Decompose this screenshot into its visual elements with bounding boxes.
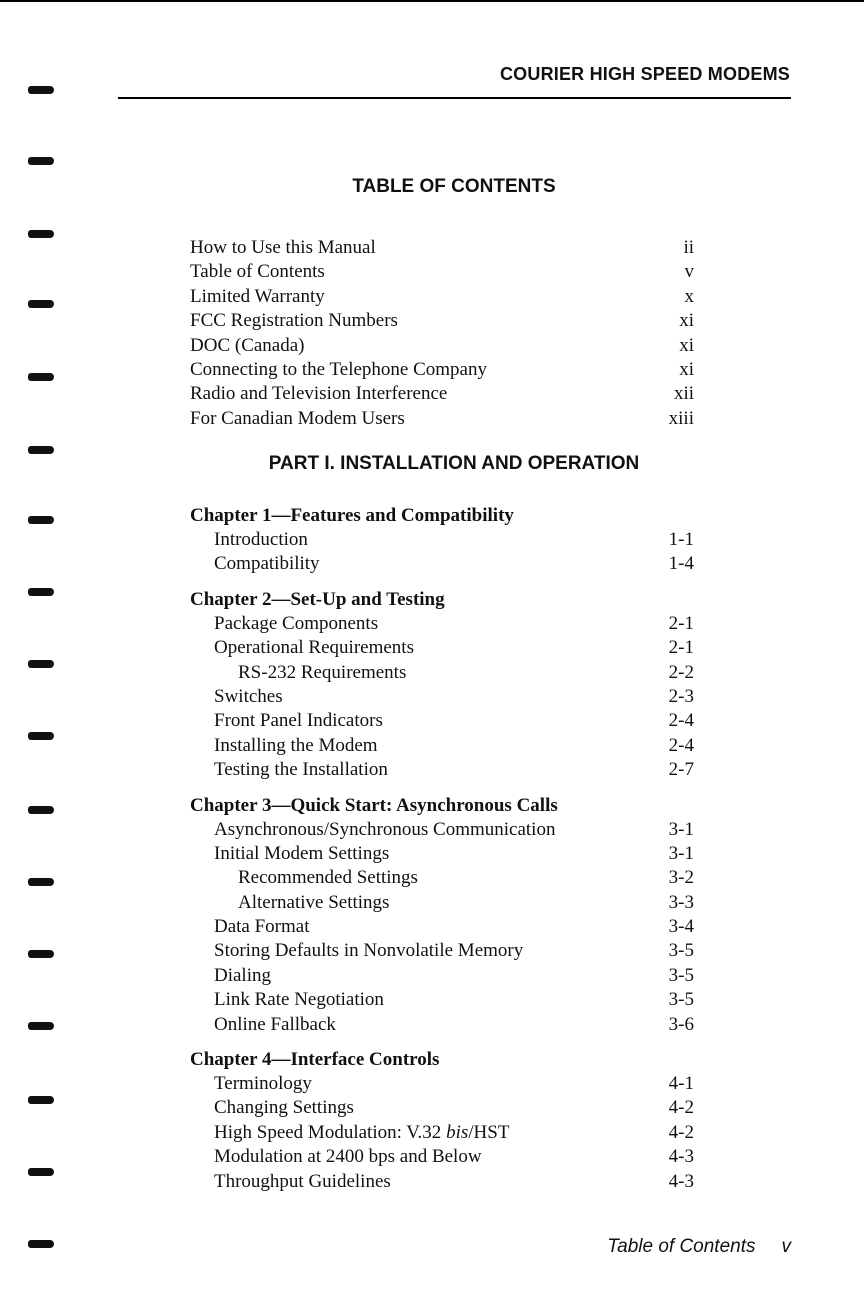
toc-entry-label: Link Rate Negotiation: [214, 989, 384, 1011]
toc-entry-label: Changing Settings: [214, 1097, 354, 1119]
toc-entry-page: 1-1: [668, 529, 694, 550]
toc-entry-label: For Canadian Modem Users: [190, 407, 405, 429]
top-border-rule: [0, 0, 864, 2]
toc-entry-label: Storing Defaults in Nonvolatile Memory: [214, 940, 524, 962]
toc-entry-page: 3-3: [668, 891, 694, 913]
toc-entry-page: 4-3: [668, 1146, 694, 1168]
toc-entry[interactable]: [190, 309, 694, 333]
toc-entry-label: Initial Modem Settings: [214, 842, 390, 864]
toc-entry[interactable]: [190, 709, 694, 733]
toc-entry-label: DOC (Canada): [190, 334, 305, 356]
toc-entry-page: 2-1: [668, 612, 694, 634]
toc-entry-label: Operational Requirements: [214, 637, 414, 659]
toc-entry-page: 3-6: [668, 1013, 694, 1035]
punch-mark: [28, 588, 54, 596]
punch-mark: [28, 950, 54, 958]
toc-heading: TABLE OF CONTENTS: [352, 176, 556, 197]
footer-page-number: v: [781, 1236, 791, 1257]
header-rule: [118, 97, 791, 99]
toc-entry-label: Switches: [214, 685, 283, 707]
punch-mark: [28, 86, 54, 94]
toc-entry[interactable]: [190, 818, 694, 842]
toc-entry-page: 2-2: [668, 661, 694, 683]
toc-entry[interactable]: [190, 964, 694, 988]
toc-entry[interactable]: [190, 636, 694, 660]
toc-entry-label: Recommended Settings: [238, 867, 418, 889]
toc-entry-page: 3-5: [668, 940, 694, 962]
toc-entry[interactable]: [190, 842, 694, 866]
punch-mark: [28, 300, 54, 308]
toc-entry-label: Online Fallback: [214, 1013, 336, 1035]
toc-entry-page: 2-3: [668, 685, 694, 707]
part-heading: PART I. INSTALLATION AND OPERATION: [268, 453, 640, 474]
toc-entry-page: 4-2: [668, 1097, 694, 1119]
toc-entry-page: xi: [679, 310, 694, 332]
punch-mark: [28, 660, 54, 668]
toc-entry-page: 4-1: [668, 1073, 694, 1095]
toc-entry[interactable]: [190, 552, 694, 576]
punch-mark: [28, 1022, 54, 1030]
toc-entry-page: 3-2: [668, 867, 694, 889]
chapter-list: [190, 503, 694, 1194]
toc-entry-page: 3-1: [668, 842, 694, 864]
toc-entry-label: Dialing: [214, 964, 271, 986]
toc-entry-label: FCC Registration Numbers: [190, 310, 398, 332]
toc-entry[interactable]: [190, 1096, 694, 1120]
toc-entry[interactable]: [190, 915, 694, 939]
toc-entry[interactable]: [190, 758, 694, 782]
toc-entry-page: 4-2: [668, 1121, 694, 1143]
toc-entry[interactable]: [190, 260, 694, 284]
chapter-heading[interactable]: Chapter 2—Set-Up and Testing: [190, 588, 445, 610]
toc-entry[interactable]: [190, 1145, 694, 1169]
page-footer: [607, 1236, 791, 1258]
toc-entry-label: Introduction: [214, 529, 308, 550]
running-header: COURIER HIGH SPEED MODEMS: [499, 64, 790, 84]
toc-entry-label: Limited Warranty: [190, 285, 325, 307]
toc-entry-page: xiii: [668, 407, 694, 429]
toc-entry-label: Data Format: [214, 916, 310, 938]
toc-entry-page: xii: [673, 383, 694, 405]
toc-entry-page: v: [684, 261, 694, 283]
punch-mark: [28, 1096, 54, 1104]
punch-mark: [28, 1168, 54, 1176]
toc-entry[interactable]: [190, 939, 694, 963]
punch-mark: [28, 230, 54, 238]
toc-entry-page: 3-5: [668, 964, 694, 986]
toc-entry[interactable]: [190, 285, 694, 309]
footer-label: Table of Contents: [607, 1236, 756, 1257]
punch-mark: [28, 157, 54, 165]
toc-entry[interactable]: [190, 1013, 694, 1037]
toc-entry-page: xi: [679, 358, 694, 380]
toc-entry-label: Terminology: [214, 1073, 312, 1095]
toc-entry[interactable]: [190, 685, 694, 709]
toc-entry[interactable]: [190, 988, 694, 1012]
toc-entry-label: Compatibility: [214, 553, 320, 575]
toc-entry[interactable]: [190, 407, 694, 431]
toc-entry-label: Front Panel Indicators: [214, 710, 383, 732]
toc-entry[interactable]: [190, 661, 694, 685]
toc-entry-label: Radio and Television Interference: [190, 383, 448, 405]
toc-entry[interactable]: [190, 1170, 694, 1194]
toc-entry-label: Throughput Guidelines: [214, 1170, 391, 1192]
toc-entry-page: 3-5: [668, 989, 694, 1011]
toc-entry-page: ii: [683, 237, 694, 258]
toc-entry-label: How to Use this Manual: [190, 237, 376, 258]
toc-entry[interactable]: [190, 528, 694, 552]
chapter-heading[interactable]: Chapter 1—Features and Compatibility: [190, 505, 514, 526]
toc-entry[interactable]: [190, 612, 694, 636]
toc-entry[interactable]: [190, 358, 694, 382]
toc-entry-label: Asynchronous/Synchronous Communication: [214, 818, 556, 840]
punch-mark: [28, 516, 54, 524]
punch-mark: [28, 878, 54, 886]
punch-mark: [28, 732, 54, 740]
toc-entry[interactable]: [190, 236, 694, 260]
toc-entry-label: RS-232 Requirements: [238, 661, 407, 683]
toc-entry-label: Package Components: [214, 612, 379, 634]
punch-mark: [28, 806, 54, 814]
toc-entry-label: Connecting to the Telephone Company: [190, 358, 487, 380]
italic-bis: bis: [446, 1121, 469, 1143]
chapter-heading[interactable]: Chapter 4—Interface Controls: [190, 1049, 440, 1071]
toc-entry[interactable]: [190, 1072, 694, 1096]
toc-entry-label: Alternative Settings: [238, 891, 390, 913]
punch-mark: [28, 1240, 54, 1248]
toc-entry[interactable]: [190, 1121, 694, 1145]
toc-entry-page: 2-4: [668, 734, 694, 756]
toc-entry-page: 2-1: [668, 637, 694, 659]
front-matter-list: [190, 236, 694, 431]
toc-entry-page: 3-1: [668, 818, 694, 840]
toc-entry-label: Installing the Modem: [214, 734, 378, 756]
toc-entry-label: Testing the Installation: [214, 759, 388, 781]
toc-entry-page: xi: [679, 334, 694, 356]
chapter-heading[interactable]: Chapter 3—Quick Start: Asynchronous Calls: [190, 794, 558, 816]
punch-mark: [28, 373, 54, 381]
toc-entry-label: High Speed Modulation: V.32 bis/HST: [214, 1121, 510, 1143]
toc-entry[interactable]: [190, 334, 694, 358]
toc-entry-page: 2-4: [668, 710, 694, 732]
toc-entry-page: 3-4: [668, 916, 694, 938]
toc-entry-page: 2-7: [668, 759, 694, 781]
toc-entry[interactable]: [190, 382, 694, 406]
toc-entry-page: 4-3: [668, 1170, 694, 1192]
toc-entry[interactable]: [190, 891, 694, 915]
toc-entry[interactable]: [190, 866, 694, 890]
toc-entry-label: Table of Contents: [190, 261, 325, 283]
toc-entry-page: 1-4: [668, 553, 694, 575]
toc-entry[interactable]: [190, 734, 694, 758]
toc-entry-page: x: [684, 285, 694, 307]
toc-entry-label: Modulation at 2400 bps and Below: [214, 1146, 482, 1168]
